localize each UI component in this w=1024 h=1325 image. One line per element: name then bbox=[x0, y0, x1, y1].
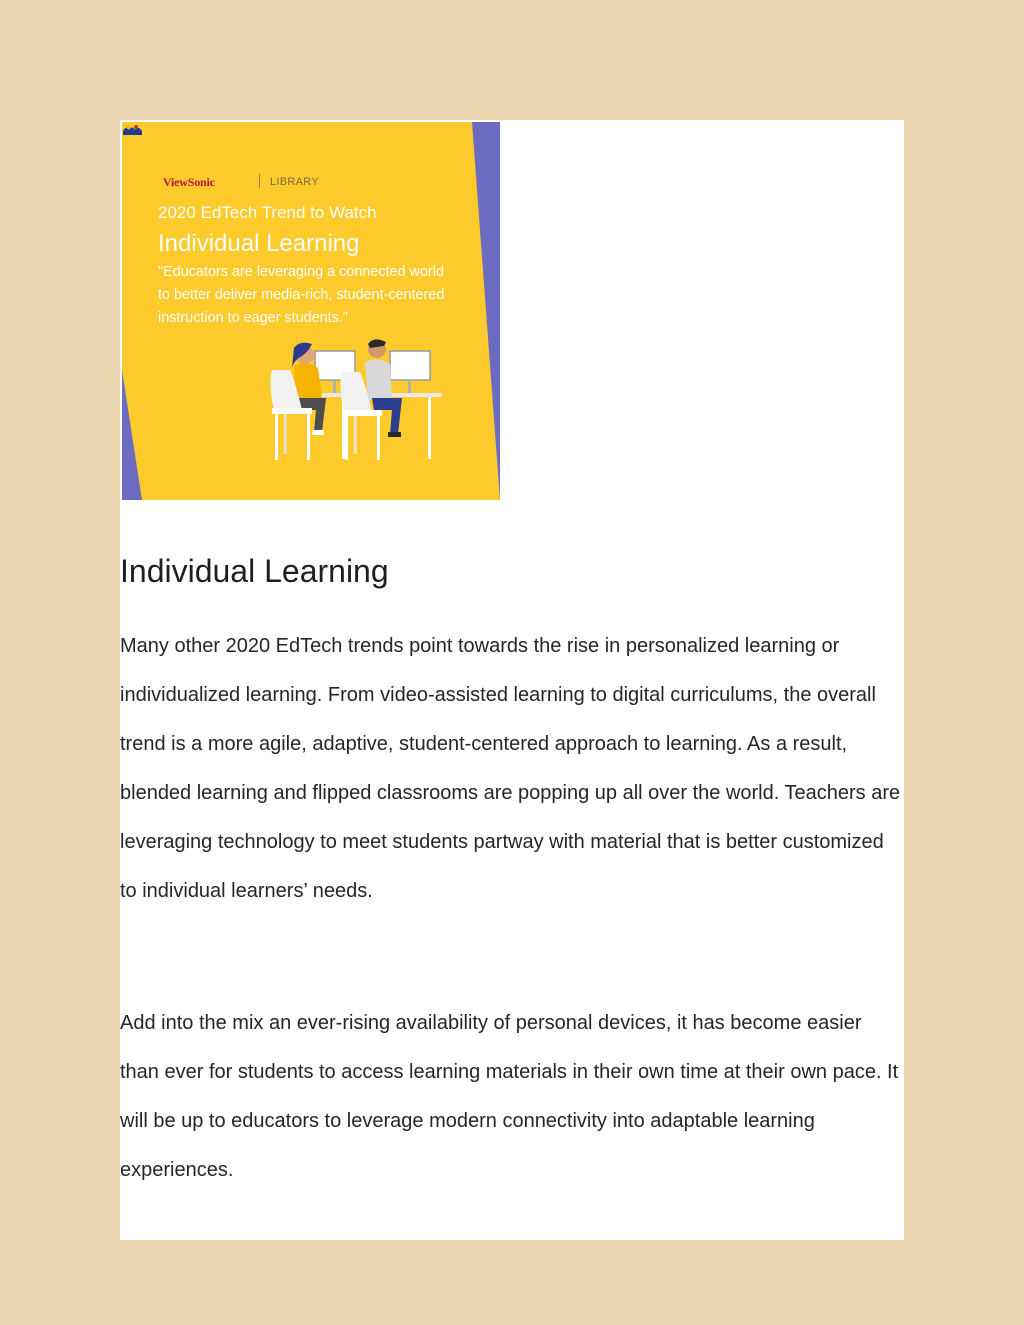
section-heading: Individual Learning bbox=[120, 553, 389, 589]
viewsonic-birds-logo-icon bbox=[122, 122, 144, 136]
hero-banner-image bbox=[122, 122, 500, 500]
desk-leg-right bbox=[428, 397, 431, 459]
person-2-shirt bbox=[365, 359, 392, 400]
hero-quote: "Educators are leveraging a connected world to better deliver media-rich, student-centered instruction to eager students." bbox=[158, 264, 445, 326]
body-paragraph-2: Add into the mix an ever-rising availability of personal devices, it has become easier than ever for students to access learning materials in their own time at their own pace. It will be up to educators to leverage modern connectivity into adaptable learning experiences. bbox=[120, 1012, 899, 1181]
hero-title: Individual Learning bbox=[158, 230, 360, 257]
body-paragraph-1: Many other 2020 EdTech trends point towards the rise in personalized learning or individualized learning. From video-assisted learning to digital curriculums, the overall trend is a more agile, adaptive, student-centered approach to learning. As a result, blended learning and flipped classrooms are popping up all over the world. Teachers are leveraging technology to meet students partway with material that is better customized to individual learners’ needs. bbox=[120, 635, 901, 902]
hero-brand-name: ViewSonic bbox=[163, 175, 215, 189]
hero-subtitle: 2020 EdTech Trend to Watch bbox=[158, 203, 377, 222]
monitor-2 bbox=[390, 351, 430, 380]
left-accent-stripe bbox=[122, 370, 142, 500]
hero-library-label: LIBRARY bbox=[270, 176, 319, 188]
hero-brand-divider bbox=[259, 174, 260, 188]
right-accent-stripe bbox=[472, 122, 500, 500]
document-page bbox=[120, 120, 904, 1240]
person-1-shirt bbox=[294, 363, 322, 400]
